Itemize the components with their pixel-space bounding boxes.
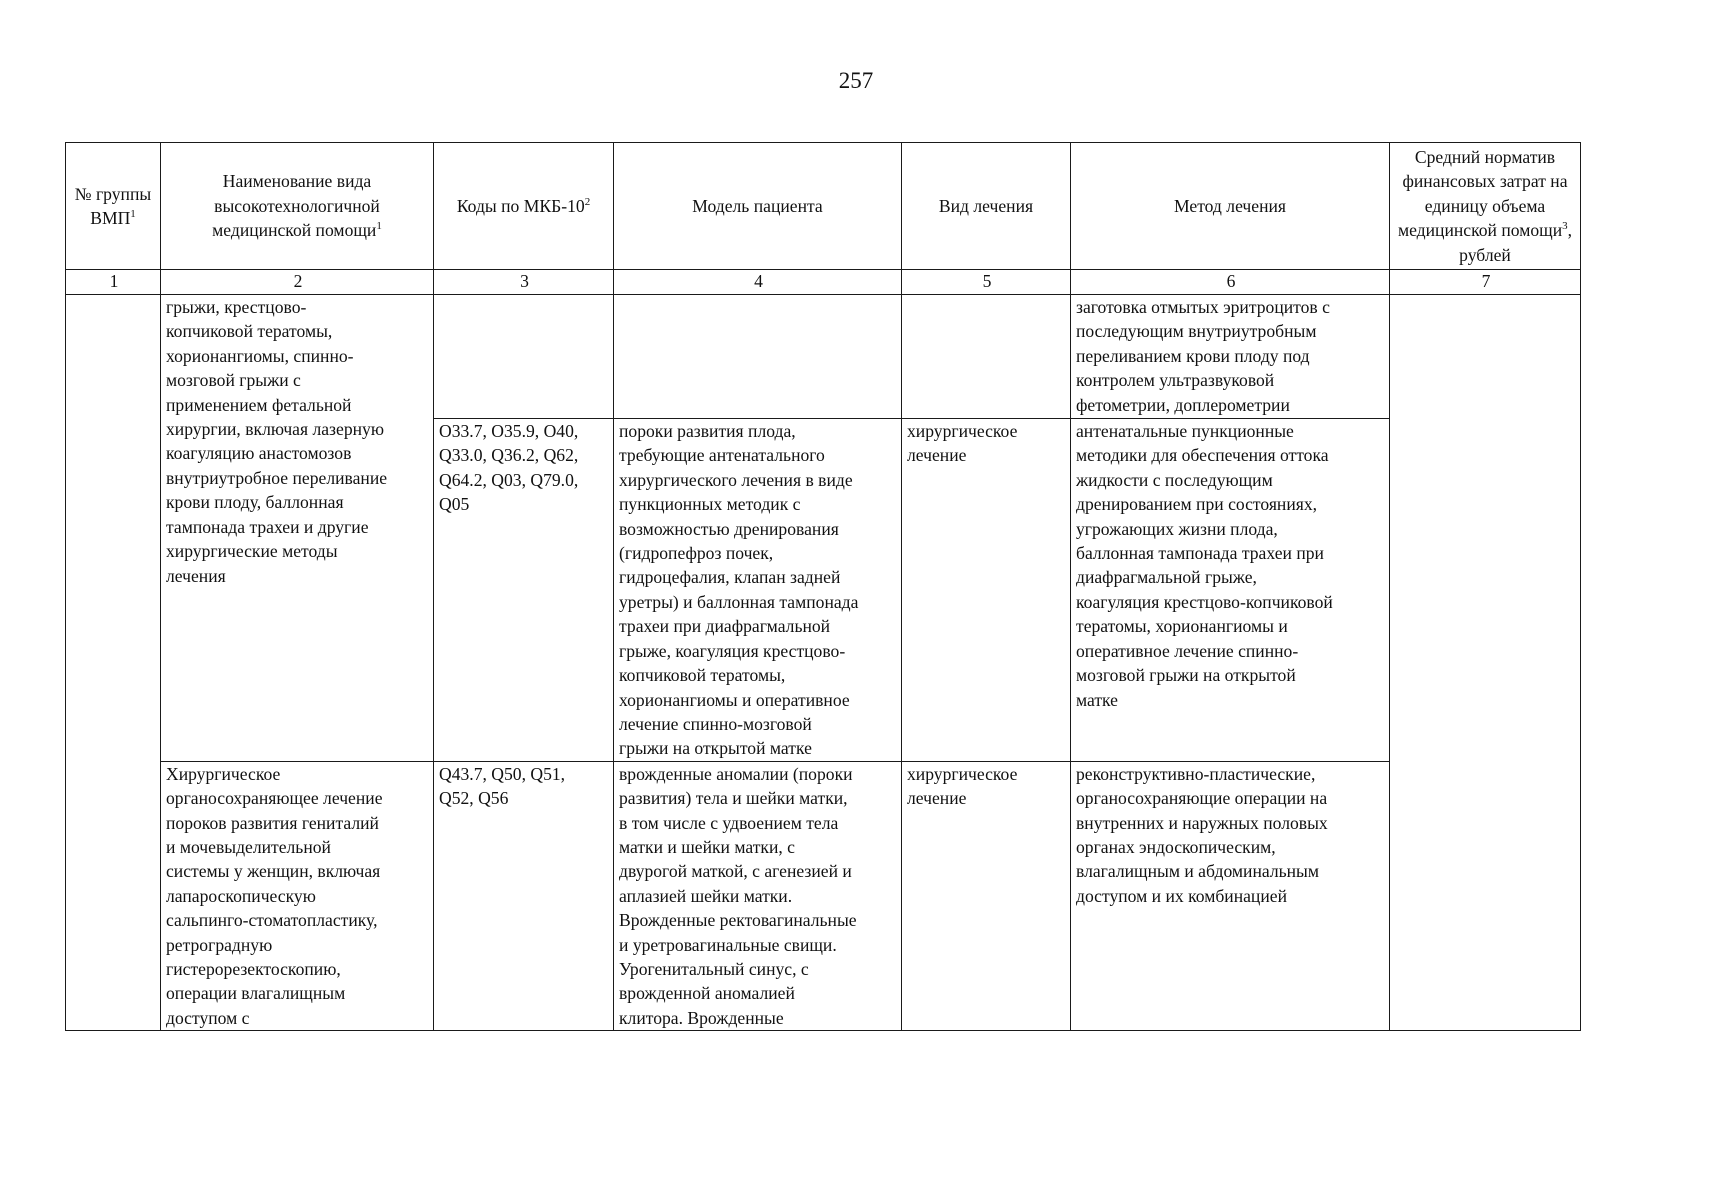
icd-codes-cell: O33.7, O35.9, O40, Q33.0, Q36.2, Q62, Q64.2, Q03, Q79.0, Q05 [434,419,614,762]
column-number: 2 [161,270,434,295]
column-number: 1 [66,270,161,295]
header-row [66,143,1581,270]
patient-model-cell: пороки развития плода, требующие антенатального хирургического лечения в виде пункционных методик с возможностью дренирования (гидропефроз почек, гидроцефалия, клапан задней уретры) и баллонная тампонада трахеи при диафрагмальной грыже, коагуляция крестцово- копчиковой тератомы, хорионангиомы и оперативное лечение спинно-мозговой грыжи на открытой матке [614,419,902,762]
patient-model-cell [614,295,902,419]
treatment-method-cell: антенатальные пункционные методики для обеспечения оттока жидкости с последующим дренированием при состояниях, угрожающих жизни плода, баллонная тампонада трахеи при диафрагмальной грыже, коагуляция крестцово-копчиковой тератомы, хорионангиомы и оперативное лечение спинно- мозговой грыжи на открытой матке [1071,419,1390,762]
care-type-cell: грыжи, крестцово- копчиковой тератомы, хорионангиомы, спинно- мозговой грыжи с применением фетальной хирургии, включая лазерную коагуляцию анастомозов внутриутробное переливание крови плоду, баллонная тампонада трахеи и другие хирургические методы лечения [161,295,434,762]
patient-model-cell: врожденные аномалии (пороки развития) тела и шейки матки, в том числе с удвоением тела матки и шейки матки, с двурогой маткой, с агенезией и аплазией шейки матки. Врожденные ректовагинальные и уретровагинальные свищи. Урогенитальный синус, с врожденной аномалией клитора. Врожденные [614,761,902,1030]
cost-cell [1390,295,1581,1031]
icd-codes-cell [434,295,614,419]
page-number: 257 [838,68,874,93]
column-number: 7 [1390,270,1581,295]
header-patient-model: Модель пациента [614,143,902,270]
header-treatment-type: Вид лечения [902,143,1071,270]
table-row [66,761,1581,1030]
column-number-row [66,270,1581,295]
treatment-method-cell: заготовка отмытых эритроцитов с последующим внутриутробным переливанием крови плоду под контролем ультразвуковой фетометрии, доплерометрии [1071,295,1390,419]
vmp-table [65,142,1581,1031]
column-number: 4 [614,270,902,295]
group-number-cell [66,295,161,1031]
care-type-cell: Хирургическое органосохраняющее лечение пороков развития гениталий и мочевыделительной системы у женщин, включая лапароскопическую сальпинго-стоматопластику, ретроградную гистерорезектоскопию, операции влагалищным доступом с [161,761,434,1030]
treatment-type-cell [902,295,1071,419]
icd-codes-cell: Q43.7, Q50, Q51, Q52, Q56 [434,761,614,1030]
header-cost-standard: Средний норматив финансовых затрат на единицу объема медицинской помощи$^3$, рублей [1390,143,1581,270]
table-row [66,295,1581,419]
column-number: 6 [1071,270,1390,295]
treatment-type-cell: хирургическое лечение [902,761,1071,1030]
header-care-type: Наименование вида высокотехнологичной медицинской помощи$^1$ [161,143,434,270]
column-number: 3 [434,270,614,295]
header-treatment-method: Метод лечения [1071,143,1390,270]
header-icd-codes: Коды по МКБ-$10^2$ [434,143,614,270]
treatment-type-cell: хирургическое лечение [902,419,1071,762]
column-number: 5 [902,270,1071,295]
treatment-method-cell: реконструктивно-пластические, органосохраняющие операции на внутренних и наружных половых органах эндоскопическим, влагалищным и абдоминальным доступом и их комбинацией [1071,761,1390,1030]
header-group-number: № группы ВМП$^1$ [66,143,161,270]
